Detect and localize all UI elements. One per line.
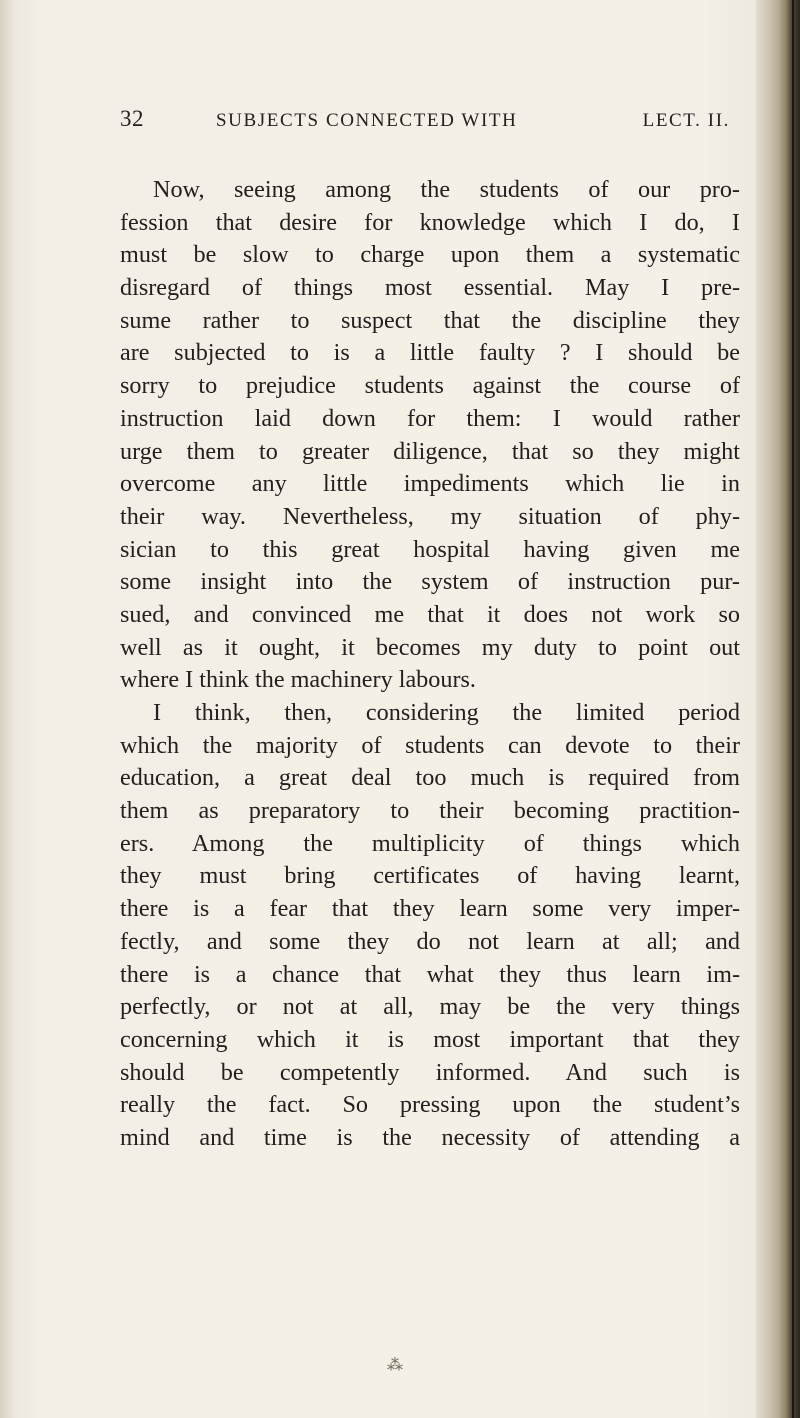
- gutter-shadow: [0, 0, 14, 1418]
- text-line: sume rather to suspect that the discipline they: [120, 306, 740, 334]
- text-line: really the fact. So pressing upon the student’s: [120, 1091, 740, 1119]
- text-line: ers. Among the multiplicity of things which: [120, 829, 740, 857]
- text-line: sorry to prejudice students against the course of: [120, 372, 740, 400]
- ink-mark: ⁂: [387, 1357, 403, 1374]
- text-line: there is a chance that what they thus learn im-: [120, 960, 740, 988]
- text-line: fession that desire for knowledge which I do, I: [120, 208, 740, 236]
- text-line: are subjected to is a little faulty ? I should be: [120, 339, 740, 367]
- page-edge-line: [792, 0, 794, 1418]
- text-line: I think, then, considering the limited period: [153, 699, 740, 726]
- text-line: where I think the machinery labours.: [120, 666, 476, 694]
- text-line: mind and time is the necessity of attending a: [120, 1123, 740, 1151]
- text-line: them as preparatory to their becoming practition-: [120, 797, 740, 825]
- text-line: their way. Nevertheless, my situation of phy-: [120, 502, 740, 530]
- body-text: [120, 174, 740, 1155]
- text-line: education, a great deal too much is required from: [120, 764, 740, 792]
- text-line: urge them to greater diligence, that so they might: [120, 437, 740, 465]
- text-line: some insight into the system of instruction pur-: [120, 568, 740, 596]
- text-line: which the majority of students can devote to their: [120, 731, 740, 759]
- text-line: disregard of things most essential. May I pre-: [120, 274, 740, 302]
- page-header: [120, 106, 730, 138]
- text-line: must be slow to charge upon them a systematic: [120, 241, 740, 269]
- running-head: SUBJECTS CONNECTED WITH: [216, 110, 518, 131]
- text-line: overcome any little impediments which lie in: [120, 470, 740, 498]
- lecture-label: LECT. II.: [642, 110, 730, 131]
- text-line: Now, seeing among the students of our pro-: [153, 176, 740, 203]
- text-line: fectly, and some they do not learn at all; and: [120, 927, 740, 955]
- text-line: should be competently informed. And such is: [120, 1058, 740, 1086]
- text-line: concerning which it is most important that they: [120, 1025, 740, 1053]
- text-line: instruction laid down for them: I would rather: [120, 404, 740, 432]
- text-line: well as it ought, it becomes my duty to point out: [120, 633, 740, 661]
- text-line: there is a fear that they learn some very imper-: [120, 895, 740, 923]
- text-line: sician to this great hospital having given me: [120, 535, 740, 563]
- text-line: sued, and convinced me that it does not work so: [120, 600, 740, 628]
- page-number: 32: [120, 106, 144, 131]
- text-line: perfectly, or not at all, may be the very things: [120, 993, 740, 1021]
- text-line: they must bring certificates of having learnt,: [120, 862, 740, 890]
